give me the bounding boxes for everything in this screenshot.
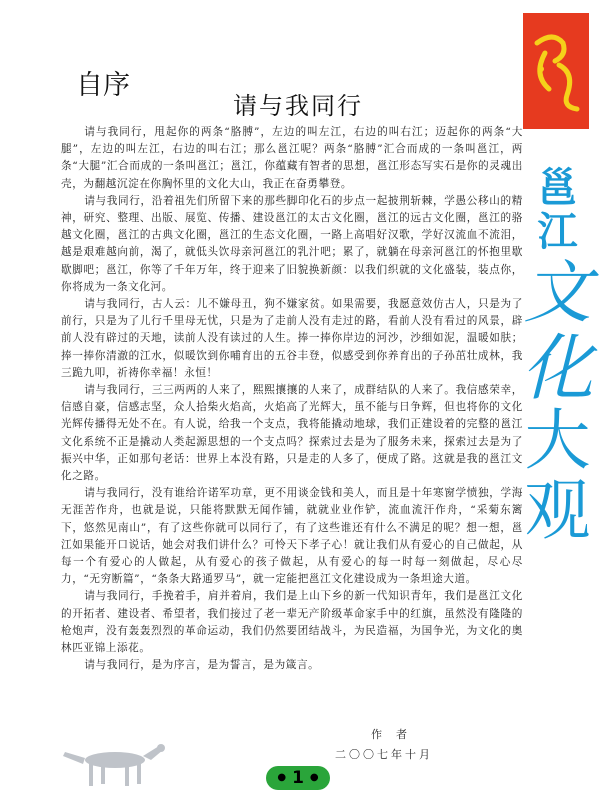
paragraph: 请与我同行，沿着祖先们所留下来的那些脚印化石的步点一起披荆斩棘，学愚公移山的精神，研究、整理、出版、展览、传播、建设邕江的太古文化圈，邕江的远古文化圈，邕江的骆越文化圈，邕江的古典文化圈，邕江的生态文化圈，一路上高唱好汉歌，学好汉流血不流泪，越是艰难越向前，渴了，就低头饮母亲河邕江的乳汁吧；累了，就躺在母亲河邕江的怀抱里歇歇脚吧；邕江，你等了千年万年，终于迎来了旧貌换新颜：以我们织就的文化盛装，装点你，你将成为一条文化河。 — [61, 194, 523, 293]
page-number: ● 1 ● — [266, 766, 330, 790]
section-subheading: 请与我同行 — [233, 92, 363, 120]
calligraphy-emblem-icon — [523, 13, 589, 129]
paragraph: 请与我同行，古人云：儿不嫌母丑，狗不嫌家贫。如果需要，我愿意效仿古人，只是为了前行，只是为了儿行千里母无忧，只是为了走前人没有走过的路，看前人没有看过的风景，辟前人没有辟过的天地，读前人没有读过的人生。捧一捧你岸边的河沙，沙细如泥，温暖如肤；捧一捧你清澈的江水，似暖饮到你哺育出的五谷丰登，似感受到你养育出的子孙茁壮成林，我三跪九叩，祈祷你幸福！永恒！ — [61, 298, 523, 379]
cave-painting-animal-icon — [55, 742, 175, 792]
paragraph: 请与我同行，没有谁给许诺军功章，更不用谈金钱和美人，而且是十年寒窗学愤独，学海无涯苦作舟，也就是说，只能将默默无闻作铺，就就业业作铲，流血流汗作舟，“采菊东篱下，悠然见南山”，有了这些你就可以同行了，有了这些谁还有什么不满足的呢？想一想，邕江如果能开口说话，她会对我们讲什么？可怜天下孝子心！就让我们从有爱心的自己做起，从每一个有爱心的人做起，从有爱心的孩子做起，从有爱心的每一时每一刻做起，尽心尽力，“无穷断篇”，“条条大路通罗马”，就一定能把邕江文化建设成为一条坦途大道。 — [61, 487, 523, 586]
paragraph: 请与我同行，甩起你的两条“胳膊”，左边的叫左江，右边的叫右江；迈起你的两条“大腿”，左边的叫左江，右边的叫右江；那么邕江呢？两条“胳膊”汇合而成的一条叫邕江，两条“大腿”汇合而成的一条叫邕江；邕江，你蕴藏有智者的思想，邕江形态写实石是你的灵魂出壳，为翻越沉淀在你胸怀里的文化大山，我正在奋勇攀登。 — [61, 126, 523, 190]
side-title-char: 观 — [524, 472, 591, 549]
preface-body — [61, 124, 523, 675]
section-heading: 自序 — [76, 70, 130, 101]
side-title-char: 邕 — [537, 165, 578, 211]
paragraph: 请与我同行，是为序言，是为誓言，是为箴言。 — [84, 659, 320, 672]
logo — [523, 13, 589, 129]
side-title-char: 文 — [523, 254, 592, 333]
book-side-title — [515, 165, 600, 549]
paragraph: 请与我同行，三三两两的人来了，熙熙攘攘的人来了，成群结队的人来了。我信感荣幸，信感自豪，信感志坚，众人拾柴火焰高，火焰高了光辉大，虽不能与日争辉，但也将你的文化光辉传播得无处不在。有人说，给我一个支点，我将能撬动地球，我们正建设着的完整的邕江文化系统不正是撬动人类起源思想的一个支点吗？探索过去是为了服务未来，探索过去是为了振兴中华，正如那句老话：世界上本没有路，只是走的人多了，便成了路。这就是我的邕江文化之路。 — [61, 384, 523, 483]
date-line: 二〇〇七年十月 — [335, 748, 433, 761]
paragraph: 请与我同行，手挽着手，肩并着肩，我们是上山下乡的新一代知识青年，我们是邕江文化的开拓者、建设者、希望者，我们接过了老一辈无产阶级革命家手中的红旗，虽然没有隆隆的枪炮声，没有轰轰烈烈的革命运动，我们仍然要团结战斗，为民造福，为国争光，为文化的奥林匹亚锦上添花。 — [61, 590, 523, 655]
page-number-text: 1 — [292, 768, 304, 788]
side-title-char: 大 — [524, 402, 591, 479]
side-title-char: 化 — [521, 326, 594, 410]
author-signature: 作者 — [371, 728, 421, 741]
side-title-char: 江 — [537, 209, 578, 255]
